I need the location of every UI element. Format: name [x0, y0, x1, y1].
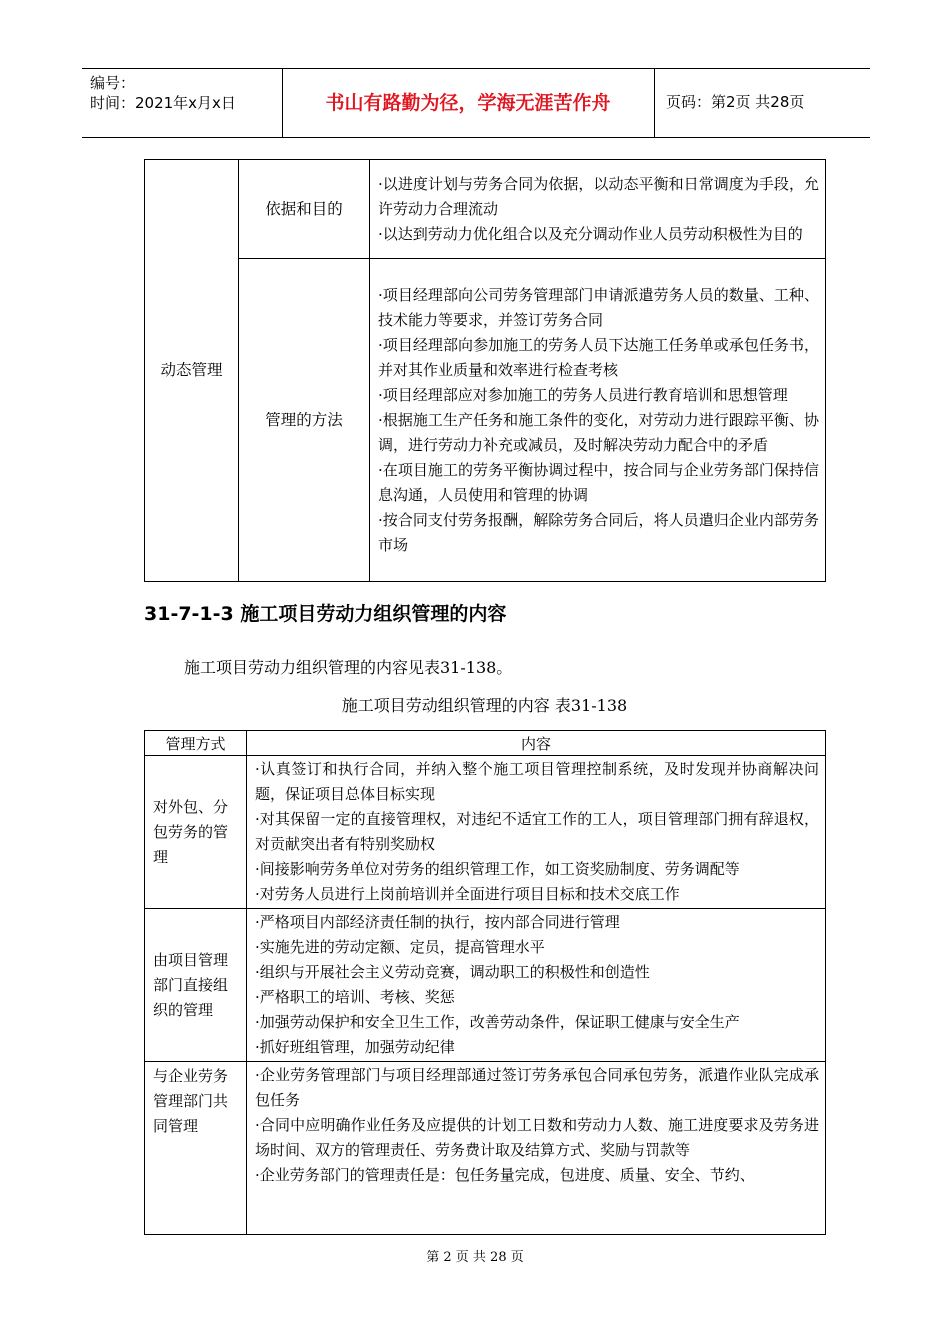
header-page-info: 页码：第2页 共28页: [666, 93, 805, 111]
list-item: ·在项目施工的劳务平衡协调过程中，按合同与企业劳务部门保持信息沟通，人员使用和管理的协调: [378, 460, 819, 504]
row-label-cell: 管理的方法: [239, 259, 370, 582]
table-row: [145, 756, 826, 909]
row-label-cell: 对外包、分包劳务的管理: [145, 756, 247, 909]
row-items-cell: [247, 756, 826, 909]
row-label-cell: 由项目管理部门直接组织的管理: [145, 909, 247, 1062]
list-item: ·根据施工生产任务和施工条件的变化，对劳动力进行跟踪平衡、协调，进行劳动力补充或减员，及时解决劳动力配合中的矛盾: [378, 410, 819, 454]
list-item: ·加强劳动保护和安全卫生工作，改善劳动条件，保证职工健康与安全生产: [255, 1013, 740, 1031]
table-header-row: [145, 731, 826, 756]
list-item: ·项目经理部向参加施工的劳务人员下达施工任务单或承包任务书，并对其作业质量和效率进行检查考核: [378, 335, 819, 379]
row-items-cell: [247, 909, 826, 1062]
intro-paragraph: 施工项目劳动力组织管理的内容见表31-138。: [184, 658, 513, 677]
labor-organization-table: [144, 730, 826, 1235]
table-row: [145, 909, 826, 1062]
list-item: ·企业劳务管理部门与项目经理部通过签订劳务承包合同承包劳务，派遣作业队完成承包任务: [255, 1066, 819, 1109]
list-item: ·企业劳务部门的管理责任是：包任务量完成，包进度、质量、安全、节约、: [255, 1166, 755, 1184]
header-motto: 书山有路勤为径，学海无涯苦作舟: [325, 92, 611, 114]
row-label-cell: 依据和目的: [239, 160, 370, 259]
list-item: ·对其保留一定的直接管理权，对违纪不适宜工作的工人，项目管理部门拥有辞退权，对贡献突出者有特别奖励权: [255, 810, 819, 853]
list-item: ·间接影响劳务单位对劳务的组织管理工作，如工资奖励制度、劳务调配等: [255, 860, 740, 878]
table-row: [145, 160, 826, 259]
row-items-cell: [247, 1062, 826, 1235]
table-row: [145, 1062, 826, 1235]
list-item: ·以达到劳动力优化组合以及充分调动作业人员劳动积极性为目的: [378, 224, 803, 243]
row-items-cell: [370, 259, 826, 582]
header-divider: [654, 69, 655, 137]
list-item: ·实施先进的劳动定额、定员，提高管理水平: [255, 938, 545, 956]
list-item: ·以进度计划与劳务合同为依据，以动态平衡和日常调度为手段，允许劳动力合理流动: [378, 174, 819, 218]
list-item: ·抓好班组管理，加强劳动纪律: [255, 1038, 455, 1056]
number-label: 编号：: [90, 74, 136, 92]
table-caption: 施工项目劳动组织管理的内容 表31-138: [341, 696, 628, 715]
list-item: ·组织与开展社会主义劳动竞赛，调动职工的积极性和创造性: [255, 963, 650, 981]
column-header: 管理方式: [145, 731, 247, 756]
row-label-cell: 与企业劳务管理部门共同管理: [145, 1062, 247, 1235]
group-label-cell: 动态管理: [145, 160, 239, 582]
header-meta: [90, 73, 236, 113]
list-item: ·合同中应明确作业任务及应提供的计划工日数和劳动力人数、施工进度要求及劳务进场时间、双方的管理责任、劳务费计取及结算方式、奖励与罚款等: [255, 1116, 819, 1159]
table-row: [145, 259, 826, 582]
column-header: 内容: [247, 731, 826, 756]
time-label: 时间：2021年x月x日: [90, 94, 236, 112]
list-item: ·严格项目内部经济责任制的执行，按内部合同进行管理: [255, 913, 620, 931]
page-footer: 第 2 页 共 28 页: [426, 1250, 524, 1265]
page-header: [82, 68, 870, 138]
list-item: ·按合同支付劳务报酬，解除劳务合同后，将人员遣归企业内部劳务市场: [378, 510, 819, 554]
section-heading: 31-7-1-3 施工项目劳动力组织管理的内容: [144, 603, 507, 625]
list-item: ·对劳务人员进行上岗前培训并全面进行项目目标和技术交底工作: [255, 885, 680, 903]
row-items-cell: [370, 160, 826, 259]
dynamic-management-table: [144, 159, 826, 582]
list-item: ·项目经理部应对参加施工的劳务人员进行教育培训和思想管理: [378, 385, 788, 404]
list-item: ·严格职工的培训、考核、奖惩: [255, 988, 455, 1006]
list-item: ·认真签订和执行合同，并纳入整个施工项目管理控制系统，及时发现并协商解决问题，保证项目总体目标实现: [255, 760, 819, 803]
list-item: ·项目经理部向公司劳务管理部门申请派遣劳务人员的数量、工种、技术能力等要求，并签订劳务合同: [378, 285, 819, 329]
